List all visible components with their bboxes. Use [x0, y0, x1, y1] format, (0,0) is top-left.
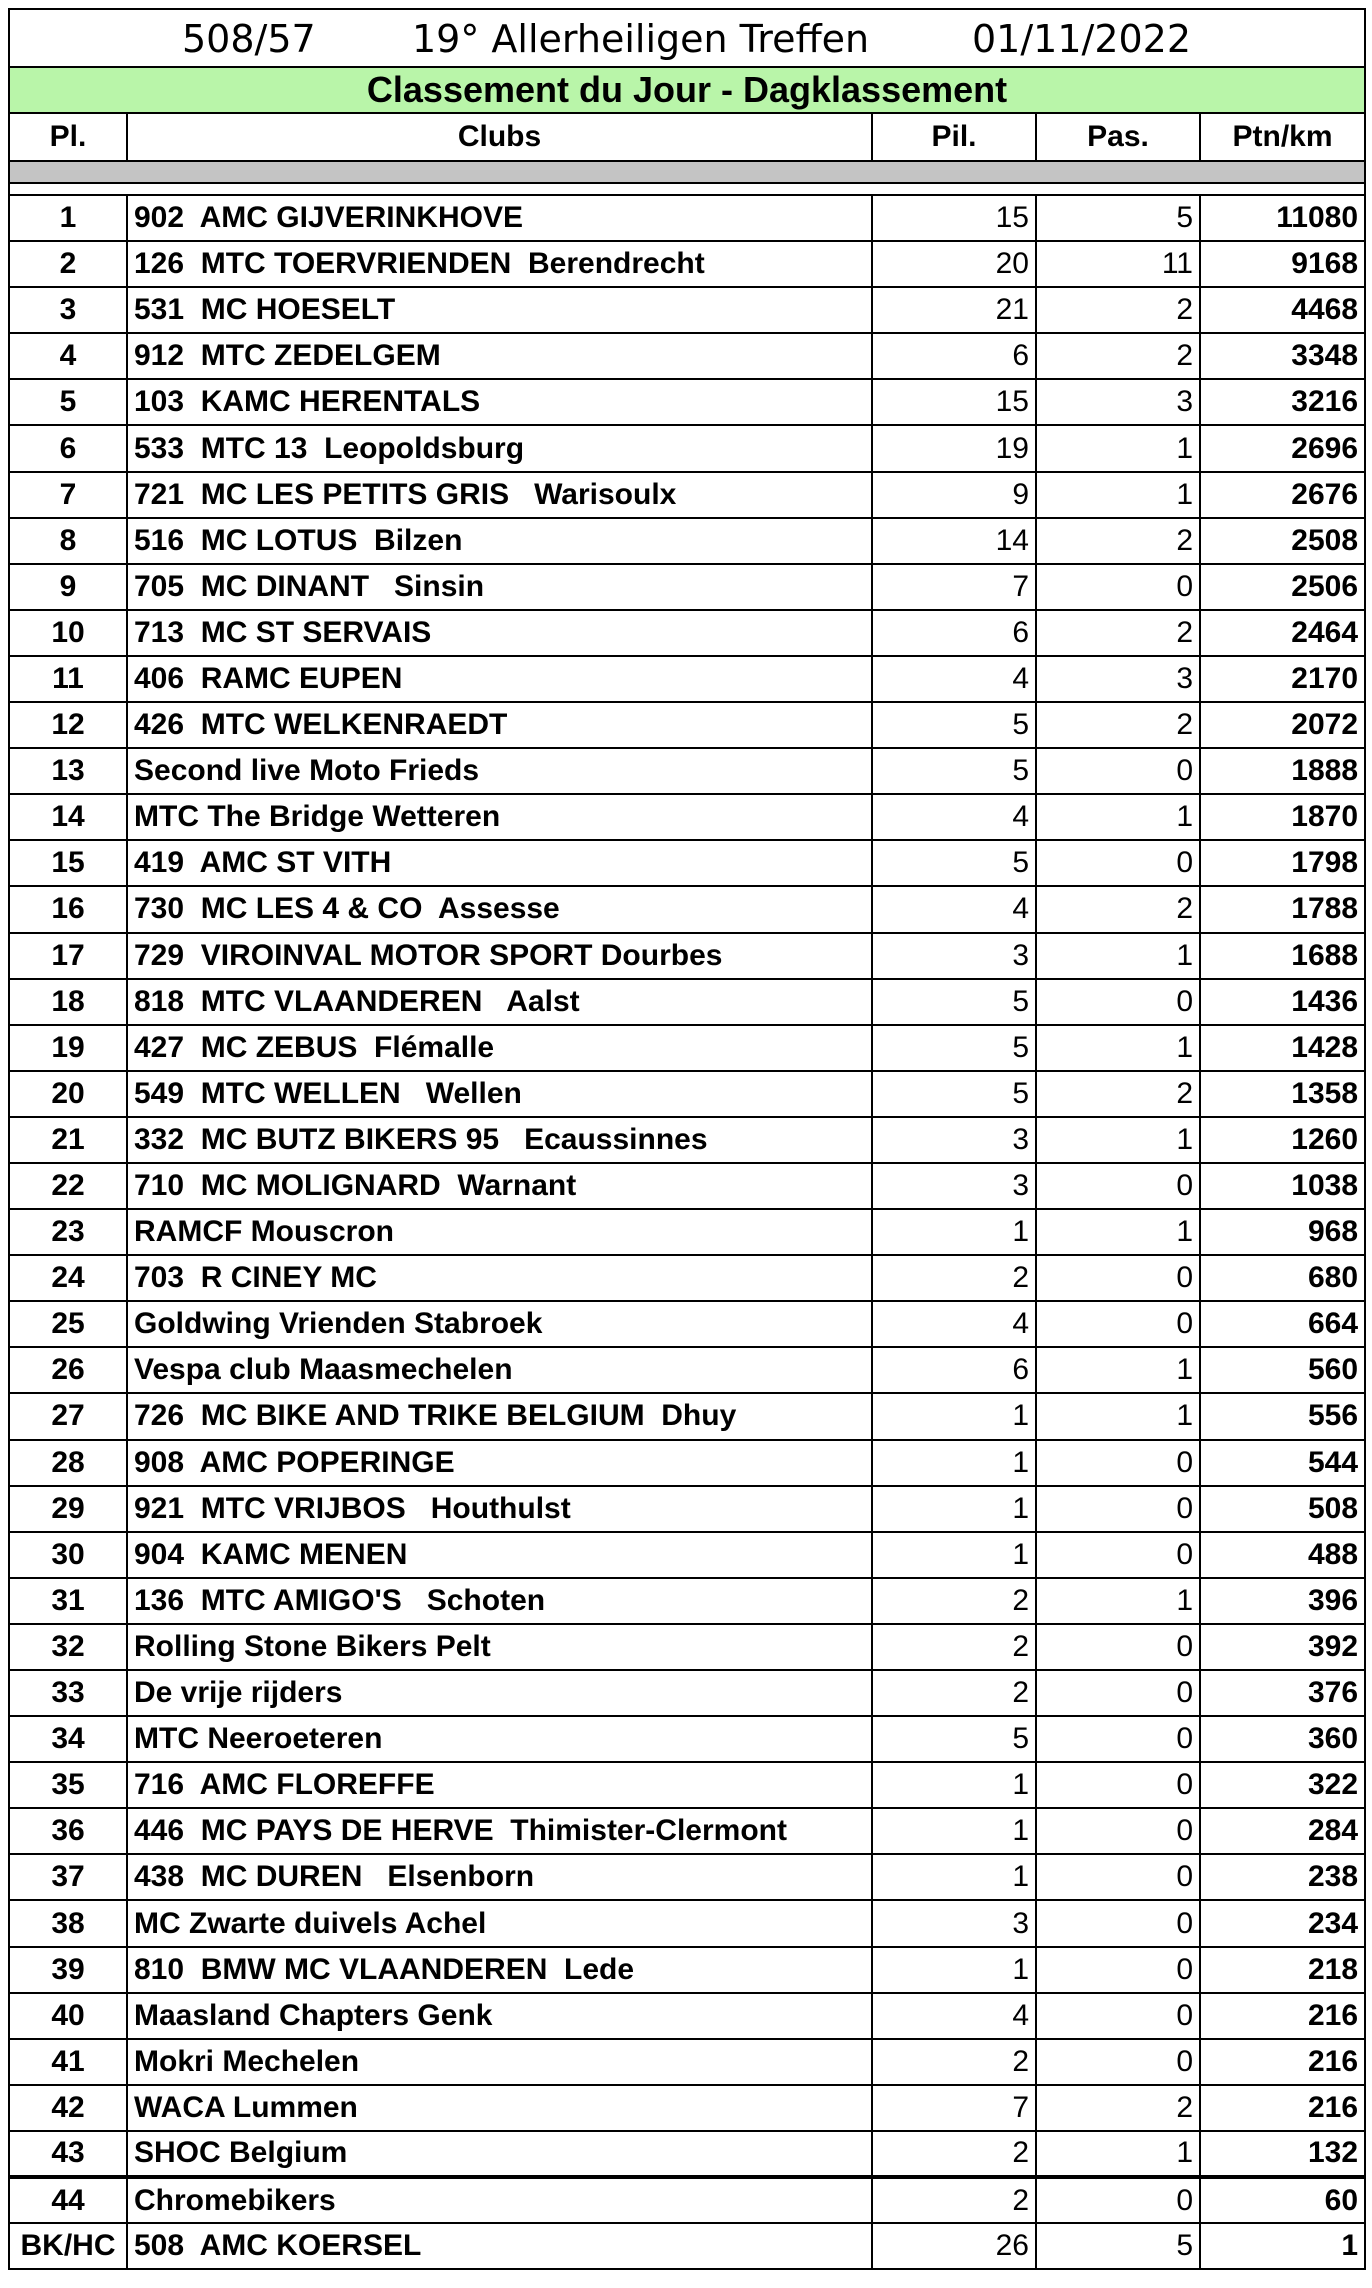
rank-cell: 1 — [9, 195, 127, 241]
pilots-cell: 1 — [872, 1854, 1036, 1900]
table-row — [9, 1117, 1365, 1163]
passengers-cell: 2 — [1036, 518, 1200, 564]
club-cell: 716 AMC FLOREFFE — [127, 1762, 872, 1808]
club-cell: 902 AMC GIJVERINKHOVE — [127, 195, 872, 241]
points-cell: 216 — [1200, 2039, 1365, 2085]
passengers-cell: 5 — [1036, 2223, 1200, 2269]
club-cell: Mokri Mechelen — [127, 2039, 872, 2085]
rank-cell: 12 — [9, 702, 127, 748]
pilots-cell: 15 — [872, 379, 1036, 425]
passengers-cell: 0 — [1036, 1670, 1200, 1716]
club-cell: Second live Moto Frieds — [127, 748, 872, 794]
pilots-cell: 3 — [872, 933, 1036, 979]
table-row — [9, 1163, 1365, 1209]
points-cell: 2696 — [1200, 425, 1365, 471]
table-row — [9, 1670, 1365, 1716]
points-cell: 508 — [1200, 1486, 1365, 1532]
table-row — [9, 1025, 1365, 1071]
rank-cell: 23 — [9, 1209, 127, 1255]
pilots-cell: 1 — [872, 1393, 1036, 1439]
table-row — [9, 1440, 1365, 1486]
table-row — [9, 564, 1365, 610]
table-row — [9, 794, 1365, 840]
pilots-cell: 5 — [872, 1025, 1036, 1071]
event-name: 19° Allerheiligen Treffen — [412, 17, 870, 61]
table-row — [9, 518, 1365, 564]
rank-cell: 9 — [9, 564, 127, 610]
club-cell: 446 MC PAYS DE HERVE Thimister-Clermont — [127, 1808, 872, 1854]
club-cell: 406 RAMC EUPEN — [127, 656, 872, 702]
pilots-cell: 2 — [872, 1670, 1036, 1716]
table-row — [9, 2039, 1365, 2085]
rank-cell: 25 — [9, 1301, 127, 1347]
passengers-cell: 1 — [1036, 1347, 1200, 1393]
passengers-cell: 0 — [1036, 564, 1200, 610]
points-cell: 2506 — [1200, 564, 1365, 610]
passengers-cell: 0 — [1036, 1486, 1200, 1532]
passengers-cell: 2 — [1036, 886, 1200, 932]
event-date: 01/11/2022 — [972, 17, 1192, 61]
passengers-cell: 1 — [1036, 933, 1200, 979]
points-cell: 132 — [1200, 2131, 1365, 2177]
club-cell: 438 MC DUREN Elsenborn — [127, 1854, 872, 1900]
club-cell: 508 AMC KOERSEL — [127, 2223, 872, 2269]
points-cell: 1 — [1200, 2223, 1365, 2269]
pilots-cell: 7 — [872, 564, 1036, 610]
rank-cell: 18 — [9, 979, 127, 1025]
pilots-cell: 6 — [872, 1347, 1036, 1393]
pilots-cell: 6 — [872, 333, 1036, 379]
rank-cell: 2 — [9, 241, 127, 287]
points-cell: 560 — [1200, 1347, 1365, 1393]
rank-cell: 29 — [9, 1486, 127, 1532]
passengers-cell: 0 — [1036, 2177, 1200, 2223]
points-cell: 11080 — [1200, 195, 1365, 241]
points-cell: 1038 — [1200, 1163, 1365, 1209]
points-cell: 2464 — [1200, 610, 1365, 656]
passengers-cell: 0 — [1036, 1440, 1200, 1486]
classification-table — [8, 8, 1366, 2270]
rank-cell: 31 — [9, 1578, 127, 1624]
points-cell: 544 — [1200, 1440, 1365, 1486]
club-cell: 904 KAMC MENEN — [127, 1532, 872, 1578]
table-row — [9, 2131, 1365, 2177]
pilots-cell: 4 — [872, 1301, 1036, 1347]
rank-cell: 34 — [9, 1716, 127, 1762]
rank-cell: 43 — [9, 2131, 127, 2177]
pilots-cell: 15 — [872, 195, 1036, 241]
points-cell: 1798 — [1200, 840, 1365, 886]
spacer — [9, 183, 1365, 195]
table-row — [9, 840, 1365, 886]
pilots-cell: 2 — [872, 1255, 1036, 1301]
rank-cell: BK/HC — [9, 2223, 127, 2269]
points-cell: 396 — [1200, 1578, 1365, 1624]
passengers-cell: 2 — [1036, 2085, 1200, 2131]
table-row — [9, 1900, 1365, 1946]
col-header-pl: Pl. — [9, 113, 127, 161]
club-cell: 721 MC LES PETITS GRIS Warisoulx — [127, 472, 872, 518]
points-cell: 2508 — [1200, 518, 1365, 564]
table-row — [9, 933, 1365, 979]
rank-cell: 24 — [9, 1255, 127, 1301]
rank-cell: 20 — [9, 1071, 127, 1117]
club-cell: Maasland Chapters Genk — [127, 1993, 872, 2039]
club-cell: 729 VIROINVAL MOTOR SPORT Dourbes — [127, 933, 872, 979]
points-cell: 1788 — [1200, 886, 1365, 932]
points-cell: 238 — [1200, 1854, 1365, 1900]
passengers-cell: 1 — [1036, 425, 1200, 471]
rank-cell: 39 — [9, 1947, 127, 1993]
pilots-cell: 1 — [872, 1947, 1036, 1993]
club-cell: RAMCF Mouscron — [127, 1209, 872, 1255]
rank-cell: 14 — [9, 794, 127, 840]
rank-cell: 37 — [9, 1854, 127, 1900]
pilots-cell: 4 — [872, 1993, 1036, 2039]
table-row — [9, 702, 1365, 748]
points-cell: 1688 — [1200, 933, 1365, 979]
subtitle-row — [9, 67, 1365, 113]
club-cell: 912 MTC ZEDELGEM — [127, 333, 872, 379]
points-cell: 968 — [1200, 1209, 1365, 1255]
points-cell: 556 — [1200, 1393, 1365, 1439]
col-header-pil: Pil. — [872, 113, 1036, 161]
points-cell: 1358 — [1200, 1071, 1365, 1117]
pilots-cell: 19 — [872, 425, 1036, 471]
rank-cell: 19 — [9, 1025, 127, 1071]
table-row — [9, 1255, 1365, 1301]
rank-cell: 8 — [9, 518, 127, 564]
club-cell: 710 MC MOLIGNARD Warnant — [127, 1163, 872, 1209]
passengers-cell: 2 — [1036, 287, 1200, 333]
pilots-cell: 1 — [872, 1440, 1036, 1486]
passengers-cell: 1 — [1036, 794, 1200, 840]
points-cell: 2676 — [1200, 472, 1365, 518]
club-cell: 705 MC DINANT Sinsin — [127, 564, 872, 610]
pilots-cell: 3 — [872, 1900, 1036, 1946]
points-cell: 376 — [1200, 1670, 1365, 1716]
club-cell: 516 MC LOTUS Bilzen — [127, 518, 872, 564]
club-cell: Vespa club Maasmechelen — [127, 1347, 872, 1393]
points-cell: 2170 — [1200, 656, 1365, 702]
points-cell: 488 — [1200, 1532, 1365, 1578]
pilots-cell: 1 — [872, 1532, 1036, 1578]
passengers-cell: 0 — [1036, 979, 1200, 1025]
table-row — [9, 1854, 1365, 1900]
pilots-cell: 3 — [872, 1163, 1036, 1209]
table-row — [9, 886, 1365, 932]
passengers-cell: 1 — [1036, 472, 1200, 518]
points-cell: 664 — [1200, 1301, 1365, 1347]
club-cell: 818 MTC VLAANDEREN Aalst — [127, 979, 872, 1025]
rank-cell: 44 — [9, 2177, 127, 2223]
club-cell: 713 MC ST SERVAIS — [127, 610, 872, 656]
rank-cell: 4 — [9, 333, 127, 379]
rank-cell: 26 — [9, 1347, 127, 1393]
passengers-cell: 0 — [1036, 1163, 1200, 1209]
table-row — [9, 425, 1365, 471]
pilots-cell: 5 — [872, 1716, 1036, 1762]
passengers-cell: 0 — [1036, 748, 1200, 794]
table-row — [9, 287, 1365, 333]
points-cell: 9168 — [1200, 241, 1365, 287]
club-cell: 427 MC ZEBUS Flémalle — [127, 1025, 872, 1071]
passengers-cell: 0 — [1036, 1624, 1200, 1670]
rank-cell: 21 — [9, 1117, 127, 1163]
pilots-cell: 2 — [872, 2131, 1036, 2177]
points-cell: 3348 — [1200, 333, 1365, 379]
table-row — [9, 2085, 1365, 2131]
table-row — [9, 1947, 1365, 1993]
pilots-cell: 2 — [872, 2039, 1036, 2085]
pilots-cell: 1 — [872, 1486, 1036, 1532]
club-cell: 419 AMC ST VITH — [127, 840, 872, 886]
table-row — [9, 472, 1365, 518]
rank-cell: 3 — [9, 287, 127, 333]
club-cell: 810 BMW MC VLAANDEREN Lede — [127, 1947, 872, 1993]
rank-cell: 22 — [9, 1163, 127, 1209]
pilots-cell: 3 — [872, 1117, 1036, 1163]
passengers-cell: 0 — [1036, 840, 1200, 886]
passengers-cell: 0 — [1036, 2039, 1200, 2085]
table-row — [9, 1209, 1365, 1255]
table-row — [9, 2177, 1365, 2223]
col-header-pas: Pas. — [1036, 113, 1200, 161]
rank-cell: 38 — [9, 1900, 127, 1946]
passengers-cell: 3 — [1036, 379, 1200, 425]
pilots-cell: 4 — [872, 794, 1036, 840]
club-cell: 921 MTC VRIJBOS Houthulst — [127, 1486, 872, 1532]
club-cell: 726 MC BIKE AND TRIKE BELGIUM Dhuy — [127, 1393, 872, 1439]
table-row — [9, 241, 1365, 287]
passengers-cell: 5 — [1036, 195, 1200, 241]
rank-cell: 42 — [9, 2085, 127, 2131]
points-cell: 284 — [1200, 1808, 1365, 1854]
club-cell: MTC Neeroeteren — [127, 1716, 872, 1762]
passengers-cell: 0 — [1036, 1900, 1200, 1946]
col-header-clubs: Clubs — [127, 113, 872, 161]
club-cell: 533 MTC 13 Leopoldsburg — [127, 425, 872, 471]
passengers-cell: 0 — [1036, 1255, 1200, 1301]
points-cell: 216 — [1200, 1993, 1365, 2039]
passengers-cell: 1 — [1036, 1209, 1200, 1255]
points-cell: 218 — [1200, 1947, 1365, 1993]
table-row — [9, 195, 1365, 241]
passengers-cell: 0 — [1036, 1301, 1200, 1347]
club-cell: 703 R CINEY MC — [127, 1255, 872, 1301]
points-cell: 392 — [1200, 1624, 1365, 1670]
points-cell: 680 — [1200, 1255, 1365, 1301]
club-cell: 136 MTC AMIGO'S Schoten — [127, 1578, 872, 1624]
club-cell: Chromebikers — [127, 2177, 872, 2223]
pilots-cell: 14 — [872, 518, 1036, 564]
rank-cell: 40 — [9, 1993, 127, 2039]
passengers-cell: 0 — [1036, 1808, 1200, 1854]
table-row — [9, 748, 1365, 794]
table-row — [9, 333, 1365, 379]
club-cell: MTC The Bridge Wetteren — [127, 794, 872, 840]
pilots-cell: 5 — [872, 702, 1036, 748]
club-cell: 531 MC HOESELT — [127, 287, 872, 333]
table-row — [9, 2223, 1365, 2269]
rank-cell: 7 — [9, 472, 127, 518]
pilots-cell: 6 — [872, 610, 1036, 656]
pilots-cell: 2 — [872, 1578, 1036, 1624]
club-cell: 426 MTC WELKENRAEDT — [127, 702, 872, 748]
points-cell: 60 — [1200, 2177, 1365, 2223]
col-header-ptn: Ptn/km — [1200, 113, 1365, 161]
table-row — [9, 1716, 1365, 1762]
passengers-cell: 0 — [1036, 1947, 1200, 1993]
table-row — [9, 1393, 1365, 1439]
pilots-cell: 26 — [872, 2223, 1036, 2269]
rank-cell: 36 — [9, 1808, 127, 1854]
pilots-cell: 9 — [872, 472, 1036, 518]
club-cell: WACA Lummen — [127, 2085, 872, 2131]
table-row — [9, 1071, 1365, 1117]
passengers-cell: 2 — [1036, 702, 1200, 748]
points-cell: 1888 — [1200, 748, 1365, 794]
points-cell: 360 — [1200, 1716, 1365, 1762]
pilots-cell: 2 — [872, 1624, 1036, 1670]
pilots-cell: 4 — [872, 656, 1036, 702]
points-cell: 1260 — [1200, 1117, 1365, 1163]
classification-sheet — [8, 8, 1364, 2270]
points-cell: 322 — [1200, 1762, 1365, 1808]
points-cell: 1428 — [1200, 1025, 1365, 1071]
passengers-cell: 1 — [1036, 1393, 1200, 1439]
rank-cell: 35 — [9, 1762, 127, 1808]
passengers-cell: 0 — [1036, 1762, 1200, 1808]
passengers-cell: 0 — [1036, 1716, 1200, 1762]
pilots-cell: 2 — [872, 2177, 1036, 2223]
pilots-cell: 1 — [872, 1762, 1036, 1808]
points-cell: 2072 — [1200, 702, 1365, 748]
pilots-cell: 7 — [872, 2085, 1036, 2131]
ranking-subtitle: Classement du Jour - Dagklassement — [9, 67, 1365, 113]
pilots-cell: 4 — [872, 886, 1036, 932]
rank-cell: 16 — [9, 886, 127, 932]
points-cell: 4468 — [1200, 287, 1365, 333]
passengers-cell: 2 — [1036, 333, 1200, 379]
pilots-cell: 5 — [872, 748, 1036, 794]
club-cell: 332 MC BUTZ BIKERS 95 Ecaussinnes — [127, 1117, 872, 1163]
rank-cell: 11 — [9, 656, 127, 702]
club-cell: 730 MC LES 4 & CO Assesse — [127, 886, 872, 932]
pilots-cell: 5 — [872, 979, 1036, 1025]
points-cell: 1870 — [1200, 794, 1365, 840]
club-cell: Rolling Stone Bikers Pelt — [127, 1624, 872, 1670]
points-cell: 3216 — [1200, 379, 1365, 425]
passengers-cell: 1 — [1036, 2131, 1200, 2177]
table-row — [9, 1808, 1365, 1854]
club-cell: MC Zwarte duivels Achel — [127, 1900, 872, 1946]
pilots-cell: 5 — [872, 840, 1036, 886]
pilots-cell: 20 — [872, 241, 1036, 287]
club-cell: SHOC Belgium — [127, 2131, 872, 2177]
passengers-cell: 1 — [1036, 1025, 1200, 1071]
pilots-cell: 1 — [872, 1209, 1036, 1255]
table-row — [9, 1578, 1365, 1624]
passengers-cell: 1 — [1036, 1117, 1200, 1163]
club-cell: Goldwing Vrienden Stabroek — [127, 1301, 872, 1347]
title-row — [9, 9, 1365, 67]
rank-cell: 32 — [9, 1624, 127, 1670]
pilots-cell: 1 — [872, 1808, 1036, 1854]
table-row — [9, 1347, 1365, 1393]
rank-cell: 41 — [9, 2039, 127, 2085]
event-number: 508/57 — [182, 17, 316, 61]
table-row — [9, 1762, 1365, 1808]
passengers-cell: 0 — [1036, 1854, 1200, 1900]
table-row — [9, 1624, 1365, 1670]
table-row — [9, 1486, 1365, 1532]
table-row — [9, 379, 1365, 425]
table-row — [9, 979, 1365, 1025]
club-cell: 908 AMC POPERINGE — [127, 1440, 872, 1486]
rank-cell: 15 — [9, 840, 127, 886]
table-row — [9, 656, 1365, 702]
rank-cell: 30 — [9, 1532, 127, 1578]
points-cell: 216 — [1200, 2085, 1365, 2131]
table-row — [9, 1993, 1365, 2039]
gray-divider — [9, 161, 1365, 183]
pilots-cell: 21 — [872, 287, 1036, 333]
table-row — [9, 1532, 1365, 1578]
rank-cell: 28 — [9, 1440, 127, 1486]
club-cell: 103 KAMC HERENTALS — [127, 379, 872, 425]
passengers-cell: 0 — [1036, 1532, 1200, 1578]
passengers-cell: 11 — [1036, 241, 1200, 287]
points-cell: 1436 — [1200, 979, 1365, 1025]
passengers-cell: 0 — [1036, 1993, 1200, 2039]
rank-cell: 17 — [9, 933, 127, 979]
rank-cell: 27 — [9, 1393, 127, 1439]
passengers-cell: 3 — [1036, 656, 1200, 702]
passengers-cell: 2 — [1036, 610, 1200, 656]
club-cell: 549 MTC WELLEN Wellen — [127, 1071, 872, 1117]
passengers-cell: 1 — [1036, 1578, 1200, 1624]
table-row — [9, 610, 1365, 656]
club-cell: De vrije rijders — [127, 1670, 872, 1716]
rank-cell: 6 — [9, 425, 127, 471]
rank-cell: 13 — [9, 748, 127, 794]
rank-cell: 33 — [9, 1670, 127, 1716]
column-header-row — [9, 113, 1365, 161]
rank-cell: 10 — [9, 610, 127, 656]
pilots-cell: 5 — [872, 1071, 1036, 1117]
club-cell: 126 MTC TOERVRIENDEN Berendrecht — [127, 241, 872, 287]
rank-cell: 5 — [9, 379, 127, 425]
points-cell: 234 — [1200, 1900, 1365, 1946]
passengers-cell: 2 — [1036, 1071, 1200, 1117]
table-row — [9, 1301, 1365, 1347]
